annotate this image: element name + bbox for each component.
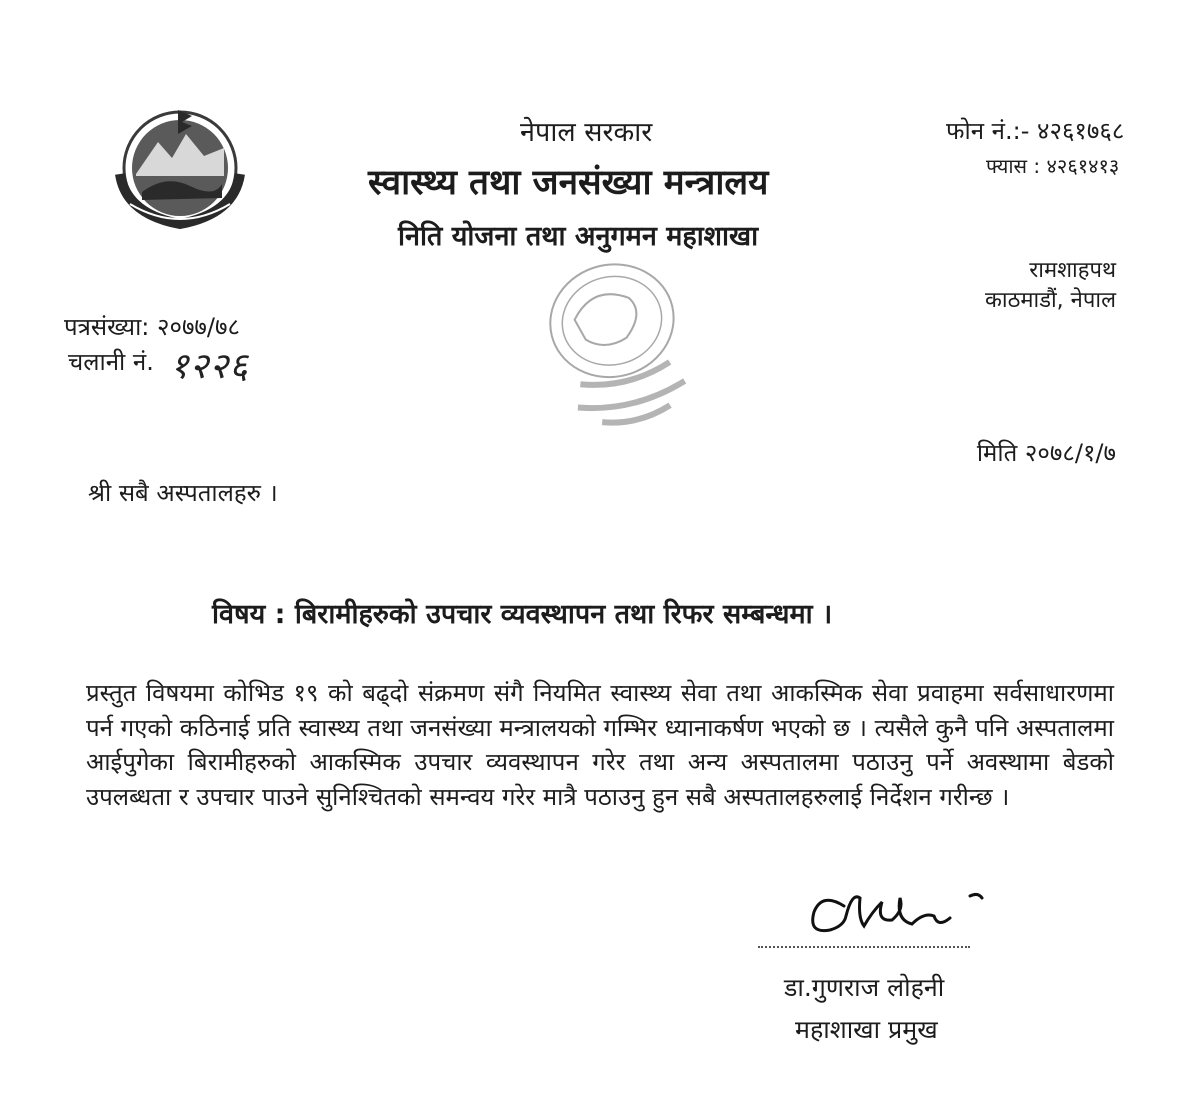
letter-reference-number: पत्रसंख्या: २०७७/७८ bbox=[64, 313, 240, 341]
letter-date: मिति २०७८/१/७ bbox=[976, 439, 1116, 467]
signature-icon bbox=[800, 872, 1000, 952]
government-name: नेपाल सरकार bbox=[520, 117, 653, 148]
address-street: रामशाहपथ bbox=[1029, 258, 1116, 283]
signature-line bbox=[758, 946, 970, 948]
dispatch-number-label: चलानी नं. bbox=[68, 348, 154, 376]
signatory-name: डा.गुणराज लोहनी bbox=[784, 973, 945, 1002]
ministry-name: स्वास्थ्य तथा जनसंख्या मन्त्रालय bbox=[368, 163, 769, 203]
phone-number: फोन नं.:- ४२६१७६८ bbox=[946, 117, 1125, 145]
official-stamp-icon bbox=[512, 250, 724, 440]
fax-number: फ्यास : ४२६१४१३ bbox=[986, 154, 1120, 178]
government-emblem-icon bbox=[106, 104, 254, 234]
dispatch-number-handwritten: १२२६ bbox=[170, 346, 249, 387]
signatory-title: महाशाखा प्रमुख bbox=[795, 1015, 938, 1044]
subject-line: विषय : बिरामीहरुको उपचार व्यवस्थापन तथा रिफर सम्बन्धमा । bbox=[212, 599, 833, 630]
address-city: काठमाडौं, नेपाल bbox=[984, 288, 1116, 313]
division-name: निति योजना तथा अनुगमन महाशाखा bbox=[398, 221, 759, 252]
addressee: श्री सबै अस्पतालहरु । bbox=[88, 479, 278, 507]
letter-body: प्रस्तुत विषयमा कोभिड १९ को बढ्दो संक्रमण संगै नियमित स्वास्थ्य सेवा तथा आकस्मिक सेवा प्रवाहमा सर्वसाधारणमा पर्न गएको कठिनाई प्रति स्वास्थ्य तथा जनसंख्या मन्त्रालयको गम्भिर ध्यानाकर्षण भएको छ । त्यसैले कुनै पनि अस्पतालमा आईपुगेका बिरामीहरुको आकस्मिक उपचार व्यवस्थापन गरेर तथा अन्य अस्पतालमा पठाउनु पर्ने अवस्थामा बेडको उपलब्धता र उपचार पाउने सुनिश्चितको समन्वय गरेर मात्रै पठाउनु हुन सबै अस्पतालहरुलाई निर्देशन गरीन्छ । bbox=[86, 679, 1114, 811]
